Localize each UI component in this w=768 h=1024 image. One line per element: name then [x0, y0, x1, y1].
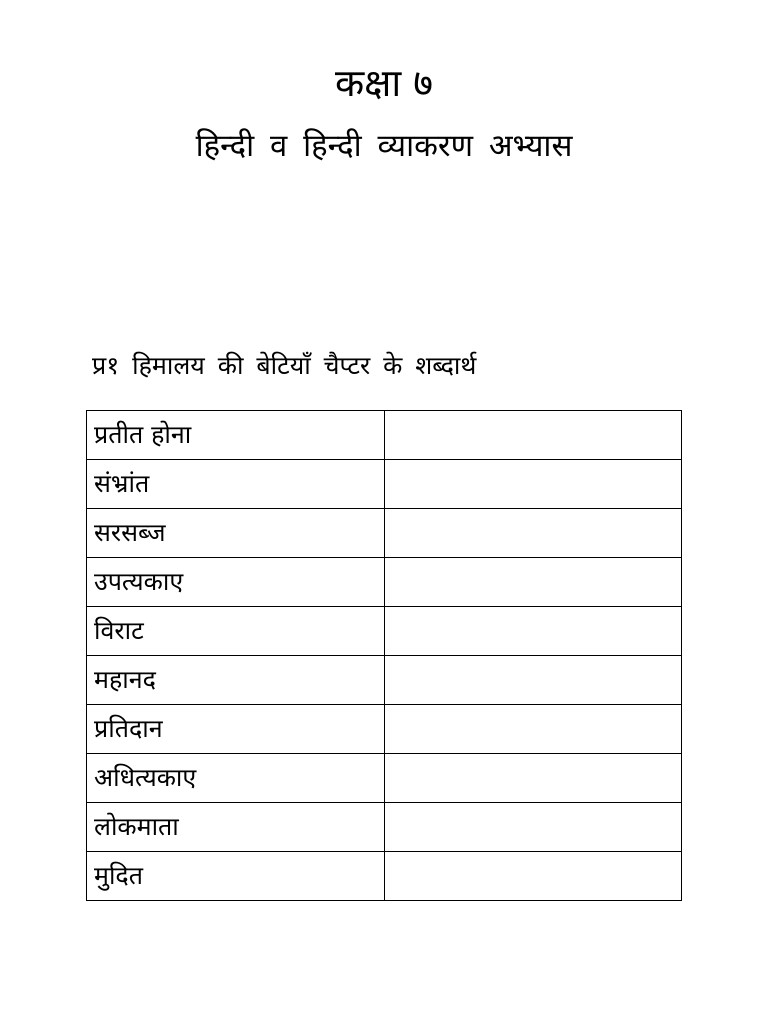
meaning-cell [385, 411, 682, 460]
word-cell: सरसब्ज [87, 509, 385, 558]
word-cell: लोकमाता [87, 803, 385, 852]
table-row [87, 460, 682, 509]
class-title: कक्षा ७ [334, 61, 434, 105]
word-cell: महानद [87, 656, 385, 705]
table-row [87, 411, 682, 460]
table-row [87, 558, 682, 607]
word-cell: प्रतिदान [87, 705, 385, 754]
table-row [87, 656, 682, 705]
word-cell: विराट [87, 607, 385, 656]
table-row [87, 852, 682, 901]
word-cell: मुदित [87, 852, 385, 901]
meaning-cell [385, 509, 682, 558]
table-row [87, 705, 682, 754]
meaning-cell [385, 558, 682, 607]
meaning-cell [385, 656, 682, 705]
meaning-cell [385, 754, 682, 803]
table-row [87, 803, 682, 852]
meaning-cell [385, 607, 682, 656]
meaning-cell [385, 705, 682, 754]
meaning-cell [385, 460, 682, 509]
meaning-cell [385, 852, 682, 901]
word-cell: उपत्यकाए [87, 558, 385, 607]
word-cell: संभ्रांत [87, 460, 385, 509]
word-cell: प्रतीत होना [87, 411, 385, 460]
subject-title: हिन्दी व हिन्दी व्याकरण अभ्यास [195, 128, 573, 164]
table-row [87, 754, 682, 803]
table-row [87, 607, 682, 656]
table-row [87, 509, 682, 558]
word-cell: अधित्यकाए [87, 754, 385, 803]
vocabulary-table [86, 410, 682, 901]
question-text: प्र१ हिमालय की बेटियाँ चैप्टर के शब्दार्थ [92, 351, 477, 380]
meaning-cell [385, 803, 682, 852]
